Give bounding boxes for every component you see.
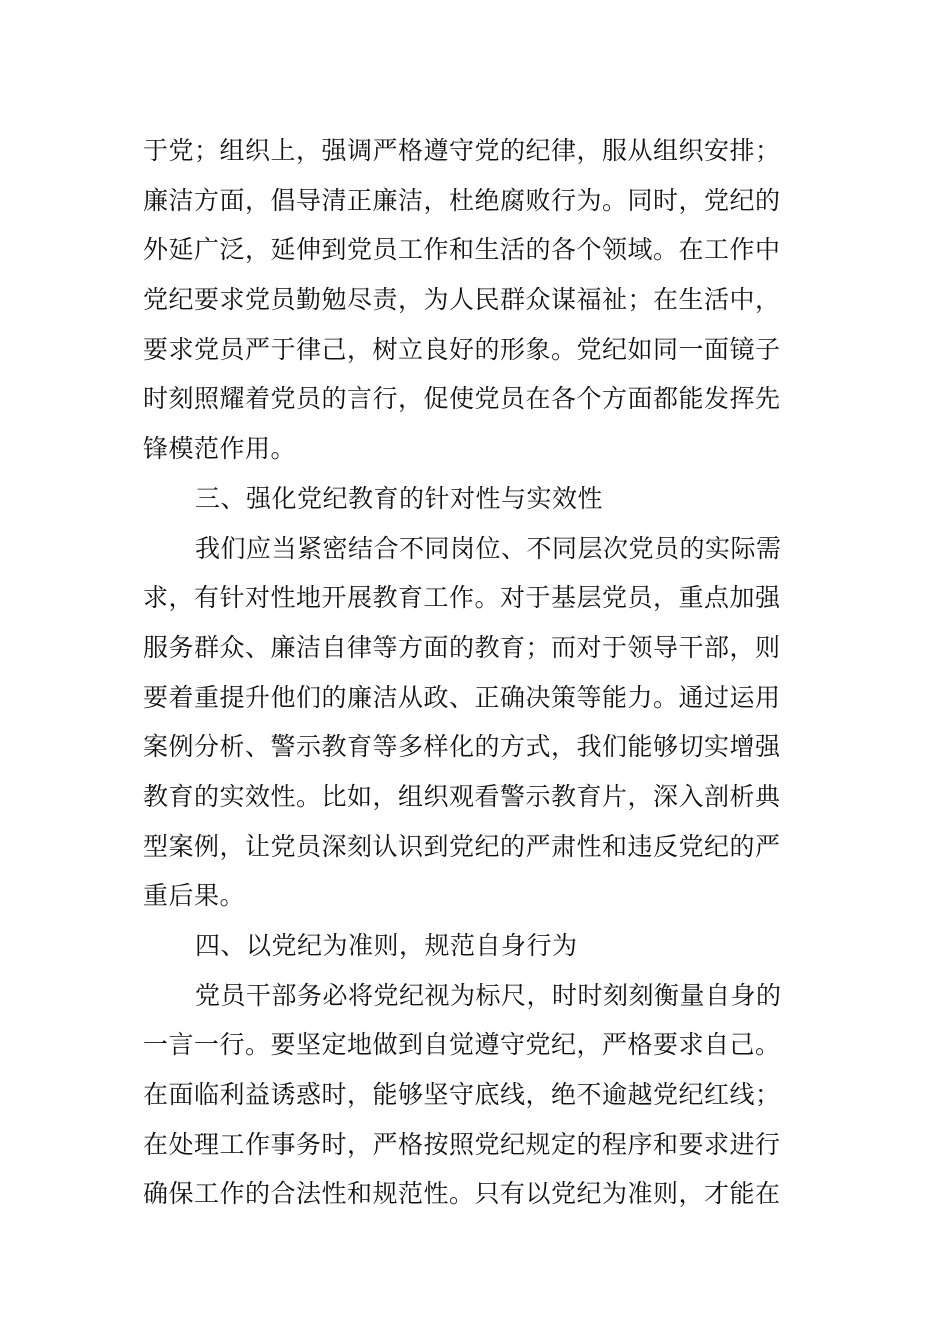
body-line: 党纪要求党员勤勉尽责，为人民群众谋福祉；在生活中， xyxy=(143,285,781,315)
body-line: 要着重提升他们的廉洁从政、正确决策等能力。通过运用 xyxy=(143,682,781,712)
body-line: 服务群众、廉洁自律等方面的教育；而对于领导干部，则 xyxy=(143,632,781,662)
body-line: 时刻照耀着党员的言行，促使党员在各个方面都能发挥先 xyxy=(143,384,781,414)
body-line: 教育的实效性。比如，组织观看警示教育片，深入剖析典 xyxy=(143,781,781,811)
body-line: 锋模范作用。 xyxy=(143,434,297,464)
paragraph-first-line: 我们应当紧密结合不同岗位、不同层次党员的实际需 xyxy=(195,533,782,563)
body-line: 案例分析、警示教育等多样化的方式，我们能够切实增强 xyxy=(143,732,781,762)
body-line: 在处理工作事务时，严格按照党纪规定的程序和要求进行 xyxy=(143,1129,781,1159)
body-line: 型案例，让党员深刻认识到党纪的严肃性和违反党纪的严 xyxy=(143,831,781,861)
body-line: 重后果。 xyxy=(143,881,246,911)
body-line: 外延广泛，延伸到党员工作和生活的各个领域。在工作中 xyxy=(143,235,781,265)
section-heading: 三、强化党纪教育的针对性与实效性 xyxy=(195,483,604,513)
body-line: 在面临利益诱惑时，能够坚守底线，绝不逾越党纪红线； xyxy=(143,1080,781,1110)
body-line: 于党；组织上，强调严格遵守党的纪律，服从组织安排； xyxy=(143,136,781,165)
document-body xyxy=(143,126,815,1219)
body-line: 确保工作的合法性和规范性。只有以党纪为准则，才能在 xyxy=(143,1179,781,1209)
body-line: 要求党员严于律己，树立良好的形象。党纪如同一面镜子 xyxy=(143,334,781,364)
paragraph-first-line: 党员干部务必将党纪视为标尺，时时刻刻衡量自身的 xyxy=(195,980,782,1010)
body-line: 一言一行。要坚定地做到自觉遵守党纪，严格要求自己。 xyxy=(143,1030,781,1060)
section-heading: 四、以党纪为准则，规范自身行为 xyxy=(195,931,578,960)
body-line: 廉洁方面，倡导清正廉洁，杜绝腐败行为。同时，党纪的 xyxy=(143,185,781,215)
body-line: 求，有针对性地开展教育工作。对于基层党员，重点加强 xyxy=(143,583,781,613)
